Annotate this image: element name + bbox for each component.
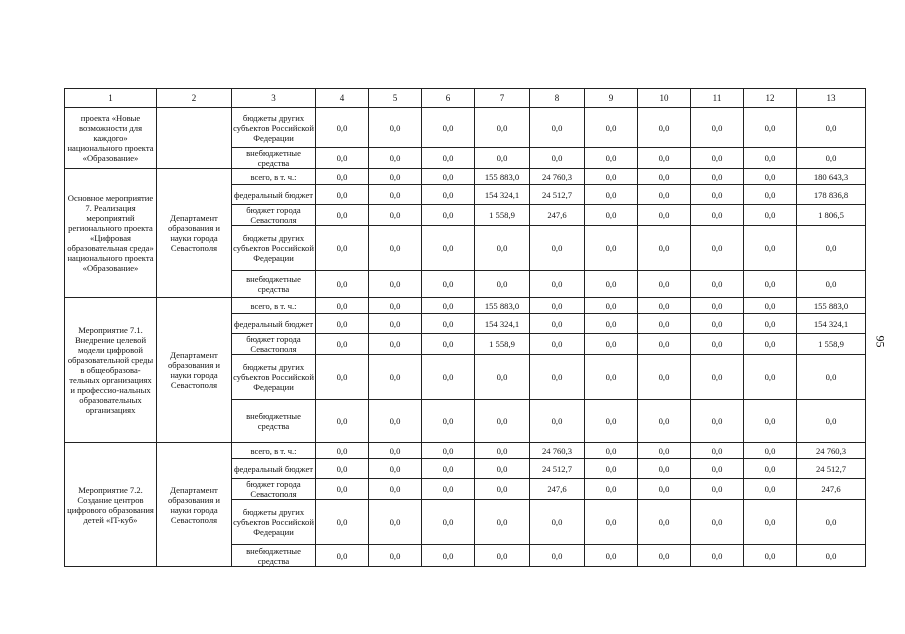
value-cell: 0,0 [797, 400, 866, 443]
value-cell: 0,0 [797, 545, 866, 567]
value-cell: 0,0 [422, 185, 475, 205]
value-cell: 0,0 [530, 271, 585, 298]
table-row [65, 169, 866, 185]
value-cell: 0,0 [422, 169, 475, 185]
value-cell: 0,0 [744, 185, 797, 205]
value-cell: 0,0 [585, 205, 638, 226]
value-cell: 0,0 [638, 443, 691, 459]
value-cell: 0,0 [530, 400, 585, 443]
value-cell: 247,6 [530, 205, 585, 226]
value-cell: 0,0 [585, 108, 638, 148]
value-cell: 0,0 [638, 185, 691, 205]
value-cell: 0,0 [369, 500, 422, 545]
value-cell: 0,0 [475, 459, 530, 479]
funding-source-cell: бюджет города Севастополя [232, 479, 316, 500]
value-cell: 0,0 [422, 205, 475, 226]
value-cell: 0,0 [638, 205, 691, 226]
value-cell: 0,0 [369, 443, 422, 459]
value-cell: 0,0 [691, 459, 744, 479]
value-cell: 0,0 [369, 459, 422, 479]
value-cell: 0,0 [638, 479, 691, 500]
page-number: 95 [873, 335, 888, 348]
value-cell: 0,0 [585, 169, 638, 185]
value-cell: 0,0 [422, 400, 475, 443]
value-cell: 0,0 [316, 298, 369, 314]
value-cell: 0,0 [638, 108, 691, 148]
value-cell: 24 760,3 [797, 443, 866, 459]
value-cell: 0,0 [691, 298, 744, 314]
value-cell: 154 324,1 [797, 314, 866, 334]
header-cell: 3 [232, 89, 316, 108]
value-cell: 0,0 [475, 500, 530, 545]
value-cell: 0,0 [585, 479, 638, 500]
header-cell: 10 [638, 89, 691, 108]
value-cell: 0,0 [369, 205, 422, 226]
value-cell: 0,0 [475, 148, 530, 169]
value-cell: 0,0 [638, 226, 691, 271]
value-cell: 0,0 [744, 355, 797, 400]
value-cell: 0,0 [797, 355, 866, 400]
value-cell: 0,0 [638, 148, 691, 169]
value-cell: 0,0 [422, 545, 475, 567]
value-cell: 0,0 [691, 334, 744, 355]
value-cell: 0,0 [475, 226, 530, 271]
department-cell: Департамент образования и науки города Севастополя [157, 298, 232, 443]
activity-name-cell: Мероприятие 7.2. Создание центров цифрового образования детей «IT-куб» [65, 443, 157, 567]
value-cell: 0,0 [797, 271, 866, 298]
header-cell: 9 [585, 89, 638, 108]
value-cell: 0,0 [369, 108, 422, 148]
funding-source-cell: бюджет города Севастополя [232, 205, 316, 226]
value-cell: 0,0 [369, 271, 422, 298]
value-cell: 0,0 [316, 226, 369, 271]
value-cell: 0,0 [585, 334, 638, 355]
funding-source-cell: федеральный бюджет [232, 185, 316, 205]
value-cell: 0,0 [369, 479, 422, 500]
value-cell: 154 324,1 [475, 185, 530, 205]
value-cell: 0,0 [691, 226, 744, 271]
value-cell: 180 643,3 [797, 169, 866, 185]
value-cell: 0,0 [369, 400, 422, 443]
value-cell: 0,0 [369, 298, 422, 314]
value-cell: 0,0 [475, 108, 530, 148]
value-cell: 0,0 [316, 148, 369, 169]
value-cell: 0,0 [530, 355, 585, 400]
department-cell [157, 108, 232, 169]
value-cell: 0,0 [638, 298, 691, 314]
table-row [65, 108, 866, 148]
value-cell: 0,0 [369, 148, 422, 169]
value-cell: 0,0 [316, 443, 369, 459]
department-cell: Департамент образования и науки города Севастополя [157, 443, 232, 567]
value-cell: 0,0 [585, 443, 638, 459]
value-cell: 0,0 [691, 400, 744, 443]
funding-source-cell: бюджеты других субъектов Российской Федерации [232, 355, 316, 400]
value-cell: 0,0 [638, 314, 691, 334]
value-cell: 0,0 [744, 459, 797, 479]
value-cell: 0,0 [638, 545, 691, 567]
funding-source-cell: бюджеты других субъектов Российской Федерации [232, 226, 316, 271]
header-cell: 11 [691, 89, 744, 108]
value-cell: 155 883,0 [475, 169, 530, 185]
value-cell: 0,0 [797, 226, 866, 271]
funding-source-cell: всего, в т. ч.: [232, 443, 316, 459]
value-cell: 0,0 [475, 271, 530, 298]
value-cell: 0,0 [316, 334, 369, 355]
value-cell: 0,0 [316, 479, 369, 500]
value-cell: 155 883,0 [475, 298, 530, 314]
value-cell: 24 760,3 [530, 443, 585, 459]
value-cell: 0,0 [530, 334, 585, 355]
funding-source-cell: всего, в т. ч.: [232, 169, 316, 185]
activity-name-cell: Основное мероприятие 7. Реализация мероприятий регионального проекта «Цифровая образовательная среда» национального проекта «Образование» [65, 169, 157, 298]
value-cell: 0,0 [585, 314, 638, 334]
value-cell: 0,0 [369, 169, 422, 185]
value-cell: 0,0 [422, 314, 475, 334]
value-cell: 0,0 [638, 355, 691, 400]
header-cell: 7 [475, 89, 530, 108]
value-cell: 0,0 [316, 108, 369, 148]
value-cell: 0,0 [797, 148, 866, 169]
value-cell: 0,0 [422, 334, 475, 355]
value-cell: 0,0 [691, 169, 744, 185]
table-body [65, 108, 866, 567]
value-cell: 1 558,9 [797, 334, 866, 355]
value-cell: 0,0 [744, 334, 797, 355]
value-cell: 0,0 [369, 355, 422, 400]
value-cell: 0,0 [530, 226, 585, 271]
funding-source-cell: всего, в т. ч.: [232, 298, 316, 314]
value-cell: 0,0 [691, 108, 744, 148]
value-cell: 0,0 [744, 271, 797, 298]
value-cell: 0,0 [369, 314, 422, 334]
value-cell: 0,0 [475, 355, 530, 400]
value-cell: 0,0 [316, 500, 369, 545]
funding-source-cell: внебюджетные средства [232, 148, 316, 169]
value-cell: 0,0 [369, 545, 422, 567]
value-cell: 0,0 [316, 314, 369, 334]
value-cell: 0,0 [475, 479, 530, 500]
value-cell: 178 836,8 [797, 185, 866, 205]
value-cell: 0,0 [744, 500, 797, 545]
value-cell: 0,0 [638, 400, 691, 443]
value-cell: 0,0 [744, 479, 797, 500]
value-cell: 0,0 [691, 314, 744, 334]
header-cell: 8 [530, 89, 585, 108]
value-cell: 0,0 [585, 400, 638, 443]
value-cell: 24 760,3 [530, 169, 585, 185]
value-cell: 0,0 [744, 443, 797, 459]
value-cell: 0,0 [797, 500, 866, 545]
value-cell: 1 806,5 [797, 205, 866, 226]
funding-source-cell: внебюджетные средства [232, 271, 316, 298]
value-cell: 154 324,1 [475, 314, 530, 334]
value-cell: 0,0 [638, 271, 691, 298]
value-cell: 0,0 [316, 355, 369, 400]
value-cell: 0,0 [691, 500, 744, 545]
budget-table [64, 88, 866, 567]
value-cell: 0,0 [530, 500, 585, 545]
value-cell: 0,0 [422, 271, 475, 298]
value-cell: 0,0 [585, 459, 638, 479]
value-cell: 0,0 [638, 459, 691, 479]
value-cell: 0,0 [744, 545, 797, 567]
value-cell: 0,0 [691, 443, 744, 459]
value-cell: 0,0 [316, 545, 369, 567]
value-cell: 0,0 [744, 298, 797, 314]
value-cell: 0,0 [369, 226, 422, 271]
value-cell: 0,0 [422, 500, 475, 545]
value-cell: 0,0 [638, 334, 691, 355]
value-cell: 155 883,0 [797, 298, 866, 314]
funding-source-cell: бюджеты других субъектов Российской Федерации [232, 500, 316, 545]
header-cell: 1 [65, 89, 157, 108]
value-cell: 0,0 [744, 169, 797, 185]
value-cell: 0,0 [530, 298, 585, 314]
header-cell: 13 [797, 89, 866, 108]
value-cell: 0,0 [585, 185, 638, 205]
value-cell: 0,0 [691, 355, 744, 400]
value-cell: 0,0 [585, 298, 638, 314]
value-cell: 0,0 [475, 545, 530, 567]
value-cell: 0,0 [422, 355, 475, 400]
value-cell: 0,0 [691, 205, 744, 226]
value-cell: 24 512,7 [797, 459, 866, 479]
funding-source-cell: внебюджетные средства [232, 545, 316, 567]
funding-source-cell: бюджет города Севастополя [232, 334, 316, 355]
value-cell: 24 512,7 [530, 459, 585, 479]
table-row [65, 298, 866, 314]
header-cell: 12 [744, 89, 797, 108]
value-cell: 0,0 [691, 479, 744, 500]
value-cell: 0,0 [422, 226, 475, 271]
value-cell: 0,0 [744, 148, 797, 169]
value-cell: 0,0 [744, 314, 797, 334]
header-row [65, 89, 866, 108]
value-cell: 0,0 [797, 108, 866, 148]
value-cell: 0,0 [744, 205, 797, 226]
value-cell: 0,0 [744, 108, 797, 148]
value-cell: 0,0 [422, 108, 475, 148]
value-cell: 0,0 [369, 334, 422, 355]
header-cell: 6 [422, 89, 475, 108]
value-cell: 0,0 [585, 148, 638, 169]
value-cell: 247,6 [530, 479, 585, 500]
value-cell: 0,0 [744, 226, 797, 271]
value-cell: 1 558,9 [475, 334, 530, 355]
value-cell: 0,0 [369, 185, 422, 205]
header-cell: 2 [157, 89, 232, 108]
value-cell: 0,0 [691, 271, 744, 298]
value-cell: 0,0 [316, 169, 369, 185]
value-cell: 0,0 [316, 271, 369, 298]
value-cell: 0,0 [316, 185, 369, 205]
value-cell: 0,0 [638, 500, 691, 545]
value-cell: 0,0 [475, 400, 530, 443]
value-cell: 0,0 [691, 148, 744, 169]
value-cell: 0,0 [475, 443, 530, 459]
header-cell: 4 [316, 89, 369, 108]
value-cell: 0,0 [691, 185, 744, 205]
value-cell: 0,0 [744, 400, 797, 443]
value-cell: 1 558,9 [475, 205, 530, 226]
value-cell: 24 512,7 [530, 185, 585, 205]
value-cell: 0,0 [530, 545, 585, 567]
value-cell: 0,0 [585, 271, 638, 298]
value-cell: 0,0 [530, 108, 585, 148]
value-cell: 0,0 [530, 314, 585, 334]
value-cell: 0,0 [316, 205, 369, 226]
value-cell: 0,0 [530, 148, 585, 169]
value-cell: 0,0 [585, 226, 638, 271]
activity-name-cell: проекта «Новые возможности для каждого» национального проекта «Образование» [65, 108, 157, 169]
funding-source-cell: федеральный бюджет [232, 314, 316, 334]
value-cell: 0,0 [585, 500, 638, 545]
value-cell: 0,0 [585, 355, 638, 400]
value-cell: 0,0 [422, 298, 475, 314]
funding-source-cell: федеральный бюджет [232, 459, 316, 479]
value-cell: 0,0 [691, 545, 744, 567]
value-cell: 0,0 [638, 169, 691, 185]
header-cell: 5 [369, 89, 422, 108]
value-cell: 0,0 [316, 400, 369, 443]
funding-source-cell: бюджеты других субъектов Российской Федерации [232, 108, 316, 148]
value-cell: 0,0 [422, 459, 475, 479]
value-cell: 0,0 [316, 459, 369, 479]
table-row [65, 443, 866, 459]
funding-source-cell: внебюджетные средства [232, 400, 316, 443]
value-cell: 0,0 [422, 148, 475, 169]
value-cell: 0,0 [585, 545, 638, 567]
department-cell: Департамент образования и науки города Севастополя [157, 169, 232, 298]
value-cell: 0,0 [422, 443, 475, 459]
value-cell: 0,0 [422, 479, 475, 500]
activity-name-cell: Мероприятие 7.1. Внедрение целевой модели цифровой образовательной среды в общеобразова-тельных организациях и профессио-нальных образовательных организациях [65, 298, 157, 443]
value-cell: 247,6 [797, 479, 866, 500]
